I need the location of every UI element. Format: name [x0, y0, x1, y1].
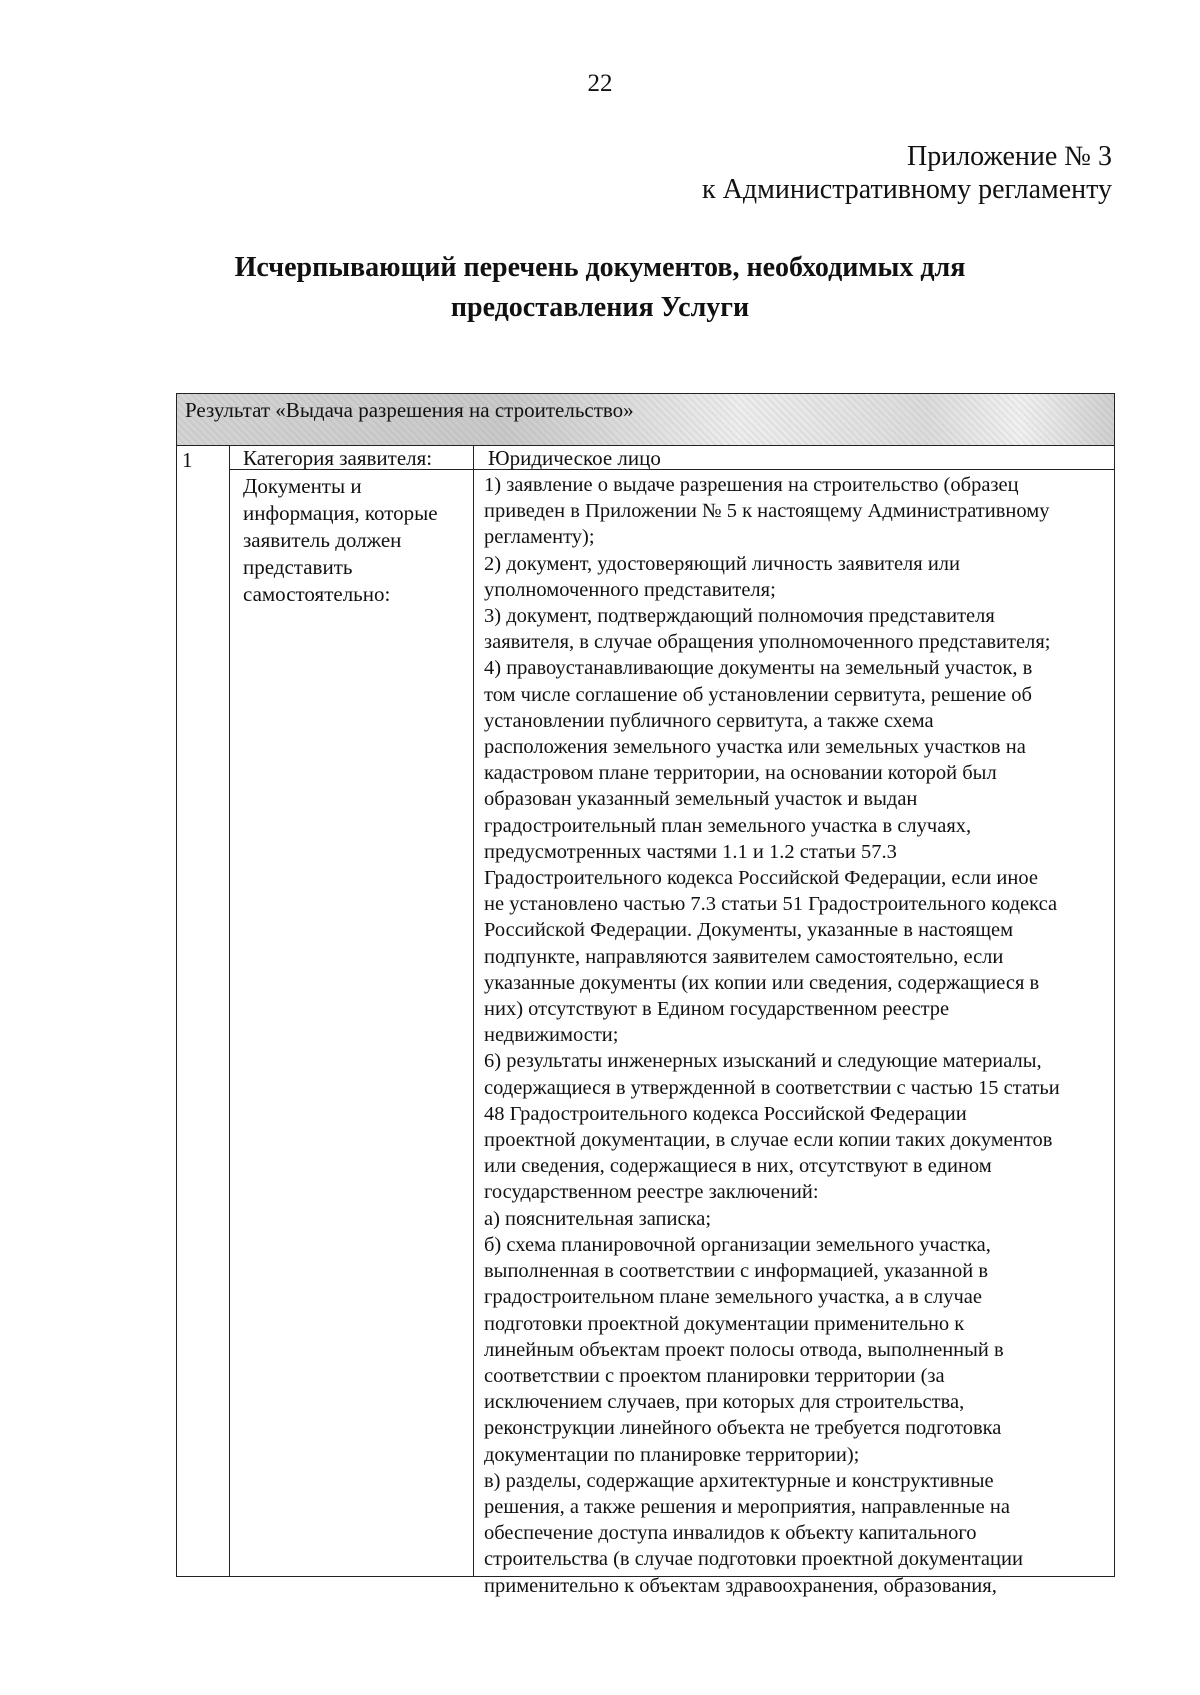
- documents-label-line: информация, которые: [243, 501, 438, 525]
- document-title: [0, 248, 1200, 328]
- document-text-line: решения, а также решения и мероприятия, направленные на: [484, 1495, 1010, 1518]
- document-text-line: проектной документации, в случае если копии таких документов: [484, 1129, 1053, 1152]
- document-text-line: а) пояснительная записка;: [484, 1207, 712, 1230]
- appendix-line-2: к Административному регламенту: [702, 174, 1112, 205]
- document-text-line: не установлено частью 7.3 статьи 51 Градостроительного кодекса: [484, 893, 1058, 916]
- document-text-line: реконструкции линейного объекта не требуется подготовка: [484, 1417, 1002, 1440]
- document-text-line: градостроительный план земельного участка в случаях,: [484, 814, 972, 837]
- document-text-line: расположения земельного участка или земельных участков на: [484, 736, 1026, 759]
- document-text-line: недвижимости;: [484, 1024, 619, 1047]
- document-text-line: содержащиеся в утвержденной в соответствии с частью 15 статьи: [484, 1076, 1060, 1099]
- documents-label-line: самостоятельно:: [243, 582, 391, 606]
- document-text-line: документации по планировке территории);: [484, 1443, 860, 1466]
- document-text-line: 4) правоустанавливающие документы на земельный участок, в: [484, 657, 1033, 680]
- document-text-line: кадастровом плане территории, на основании которой был: [484, 762, 997, 785]
- document-text-line: том числе соглашение об установлении сервитута, решение об: [484, 683, 1032, 706]
- document-text-line: линейным объектам проект полосы отвода, выполненный в: [484, 1338, 1004, 1361]
- result-header-text: Результат «Выдача разрешения на строительство»: [185, 398, 634, 422]
- document-text-line: обеспечение доступа инвалидов к объекту капитального: [484, 1522, 977, 1545]
- column-divider: [229, 445, 230, 1576]
- document-text-line: Российской Федерации. Документы, указанные в настоящем: [484, 919, 1014, 942]
- document-text-line: заявителя, в случае обращения уполномоченного представителя;: [484, 631, 1051, 654]
- document-text-line: регламенту);: [484, 526, 595, 549]
- documents-table: [176, 393, 1115, 1597]
- document-text-line: Градостроительного кодекса Российской Федерации, если иное: [484, 867, 1038, 890]
- document-title-line-1: Исчерпывающий перечень документов, необходимых для: [234, 252, 966, 283]
- document-text-line: установлении публичного сервитута, а также схема: [484, 709, 934, 732]
- document-text-line: в) разделы, содержащие архитектурные и конструктивные: [484, 1469, 994, 1492]
- document-text-line: государственном реестре заключений:: [484, 1181, 819, 1204]
- appendix-reference: [702, 140, 1112, 206]
- document-text-line: строительства (в случае подготовки проектной документации: [484, 1548, 1023, 1571]
- documents-label-line: представить: [243, 555, 353, 579]
- document-text-line: соответствии с проектом планировки территории (за: [484, 1364, 945, 1387]
- document-text-line: указанные документы (их копии или сведения, содержащиеся в: [484, 971, 1040, 994]
- documents-label-line: Документы и: [243, 474, 362, 498]
- document-text-line: выполненная в соответствии с информацией, указанной в: [484, 1260, 989, 1283]
- document-text-line: исключением случаев, при которых для строительства,: [484, 1391, 965, 1414]
- documents-label-line: заявитель должен: [243, 528, 402, 552]
- applicant-category-value: Юридическое лицо: [488, 446, 661, 470]
- document-text-line: 6) результаты инженерных изысканий и следующие материалы,: [484, 1050, 1042, 1073]
- appendix-line-1: Приложение № 3: [907, 141, 1112, 172]
- document-text-line: предусмотренных частями 1.1 и 1.2 статьи 57.3: [484, 840, 897, 863]
- document-text-line: уполномоченного представителя;: [484, 578, 776, 601]
- document-text-line: 1) заявление о выдаче разрешения на строительство (образец: [484, 474, 1019, 496]
- documents-label: [243, 473, 458, 608]
- document-text-line: применительно к объектам здравоохранения, образования,: [484, 1574, 997, 1597]
- document-text-line: градостроительном плане земельного участка, а в случае: [484, 1286, 982, 1309]
- document-title-line-2: предоставления Услуги: [450, 292, 750, 323]
- document-text-line: них) отсутствуют в Едином государственном реестре: [484, 998, 950, 1021]
- document-text-line: 3) документ, подтверждающий полномочия представителя: [484, 605, 995, 628]
- document-text-line: или сведения, содержащиеся в них, отсутствуют в едином: [484, 1155, 992, 1178]
- documents-list: [484, 472, 1116, 1599]
- document-text-line: 48 Градостроительного кодекса Российской Федерации: [484, 1102, 967, 1125]
- document-text-line: образован указанный земельный участок и выдан: [484, 788, 918, 811]
- page-number: 22: [587, 70, 613, 97]
- applicant-category-label: Категория заявителя:: [243, 446, 433, 470]
- document-text-line: подготовки проектной документации применительно к: [484, 1312, 965, 1335]
- row-number: 1: [182, 448, 193, 472]
- document-text-line: подпункте, направляются заявителем самостоятельно, если: [484, 945, 1004, 968]
- document-text-line: 2) документ, удостоверяющий личность заявителя или: [484, 552, 960, 575]
- column-divider: [473, 445, 474, 1576]
- result-header-row: [177, 394, 1114, 446]
- document-text-line: б) схема планировочной организации земельного участка,: [484, 1233, 991, 1256]
- document-text-line: приведен в Приложении № 5 к настоящему Административному: [484, 500, 1050, 523]
